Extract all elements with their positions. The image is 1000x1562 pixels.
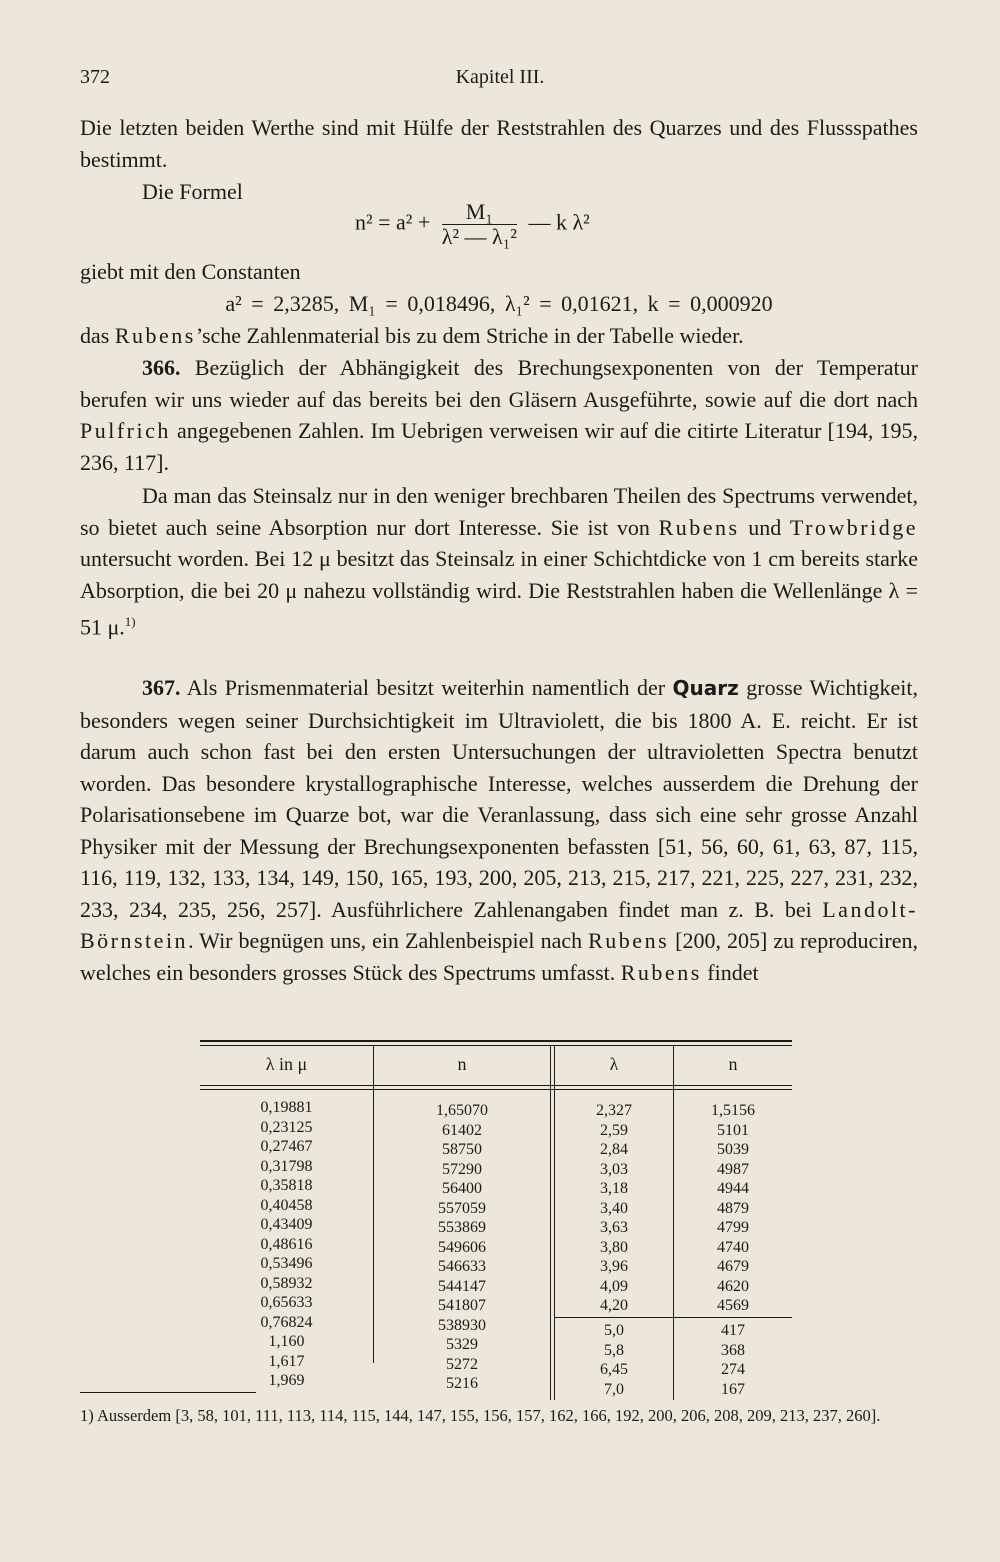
- table-header-rule: [200, 1085, 792, 1086]
- table-column-wavelength-ir: [555, 1101, 673, 1316]
- formula-rhs: — k λ²: [528, 209, 590, 235]
- table-cell: 167: [721, 1380, 745, 1398]
- table-cell: 5216: [446, 1375, 478, 1392]
- table-cell: 4569: [717, 1297, 749, 1314]
- section-367-text-d: [200, 205] zu reproduciren, welches ein besonders grosses Stück des Spectrums umfasst.: [80, 928, 918, 985]
- table-cell: 274: [721, 1361, 745, 1378]
- table-cell: 3,63: [600, 1219, 628, 1236]
- section-367-text-e: findet: [701, 959, 759, 985]
- steinsalz-text-c: untersucht worden. Bei 12 μ besitzt das Steinsalz in einer Schichtdicke von 1 cm bereits starke Absorption, die bei 20 μ nahezu vollständig wird. Die Reststrahlen haben die Wellenlänge λ = 51 μ.: [80, 546, 918, 640]
- table-top-rule: [200, 1040, 792, 1042]
- table-cell: 5,8: [604, 1341, 624, 1359]
- table-cell: 7,0: [604, 1380, 624, 1398]
- table-cell: 3,03: [600, 1160, 628, 1178]
- footnote-rule: [80, 1392, 256, 1393]
- author-name: Pulfrich: [80, 418, 171, 443]
- constants-intro: giebt mit den Constanten: [80, 259, 301, 284]
- table-cell: 2,327: [596, 1102, 632, 1119]
- table-cell: 57290: [442, 1160, 482, 1178]
- table-cell: 6,45: [600, 1361, 628, 1378]
- author-name: Trowbridge: [789, 514, 918, 540]
- table-cell: 5272: [446, 1355, 478, 1373]
- quarz-term: Quarz: [672, 676, 739, 700]
- table-cell: 2,59: [600, 1121, 628, 1139]
- table-cell: 2,84: [600, 1141, 628, 1158]
- section-366: [80, 352, 918, 478]
- author-name: Rubens: [114, 323, 196, 348]
- quartz-refraction-table: [200, 1040, 792, 1400]
- table-header-n: n: [728, 1054, 738, 1074]
- table-header-n: n: [457, 1054, 467, 1074]
- table-cell: 0,40458: [260, 1196, 313, 1214]
- table-cell: 1,5156: [711, 1102, 755, 1119]
- formula-intro: Die Formel: [142, 179, 243, 204]
- table-cell: 5101: [717, 1121, 749, 1139]
- author-name: Rubens: [658, 514, 740, 540]
- formula-lhs: n² = a² +: [355, 209, 431, 235]
- page-header: [80, 66, 920, 96]
- table-stroke-line: [555, 1317, 792, 1318]
- table-cell: 3,40: [600, 1199, 628, 1217]
- constants-conclusion-pre: das: [80, 323, 115, 348]
- steinsalz-text-b: und: [739, 514, 790, 540]
- table-cell: 0,48616: [260, 1235, 313, 1253]
- section-367: [80, 672, 918, 988]
- table-column-wavelength: [200, 1098, 373, 1391]
- table-cell: 4,20: [600, 1297, 628, 1314]
- table-cell: 0,53496: [260, 1255, 313, 1272]
- steinsalz-text-a: Da man das Steinsalz nur in den weniger brechbaren Theilen des Spectrums verwendet, so bietet auch seine Absorption nur dort Interesse. Sie ist von: [80, 483, 918, 540]
- table-header-lambda-mu: λ in μ: [265, 1054, 308, 1074]
- table-cell: 0,27467: [260, 1138, 313, 1155]
- formula-denominator: λ² — λ₁²: [441, 224, 517, 249]
- running-title: Kapitel III.: [455, 66, 545, 88]
- section-number: 366.: [142, 355, 181, 380]
- section-number: 367.: [142, 675, 181, 700]
- table-cell: 5039: [717, 1141, 749, 1158]
- section-366-text-a: Bezüglich der Abhängigkeit des Brechungsexponenten von der Temperatur berufen wir uns wieder auf das bereits bei den Gläsern Ausgeführte, sowie auf die dort nach: [80, 355, 918, 412]
- table-cell: 1,969: [268, 1372, 305, 1389]
- table-column-index-reststrahlen: [674, 1321, 792, 1399]
- section-367-text-a: Als Prismenmaterial besitzt weiterhin namentlich der: [180, 675, 673, 700]
- formula-fraction: [442, 200, 517, 249]
- table-cell: 553869: [438, 1219, 486, 1236]
- table-column-divider-double: [550, 1045, 551, 1400]
- section-367-text-c: . Wir begnügen uns, ein Zahlenbeispiel nach: [188, 928, 589, 953]
- table-cell: 1,160: [268, 1333, 305, 1350]
- page-number: 372: [80, 66, 110, 88]
- table-cell: 0,23125: [260, 1118, 313, 1136]
- table-column-index: [374, 1101, 550, 1394]
- author-name: Rubens: [620, 959, 702, 985]
- table-cell: 61402: [442, 1121, 482, 1139]
- table-column-index-ir: [674, 1101, 792, 1316]
- footnote: 1) Ausserdem [3, 58, 101, 111, 113, 114, 115, 144, 147, 155, 156, 157, 162, 166, 192, 200, 206, 208, 209, 213, 237, 260].: [80, 1406, 881, 1425]
- table-cell: 5,0: [604, 1322, 624, 1339]
- table-cell: 4987: [717, 1160, 749, 1178]
- table-cell: 538930: [438, 1316, 486, 1334]
- footnote-marker: 1): [124, 614, 136, 629]
- table-cell: 0,35818: [260, 1177, 313, 1194]
- section-367-text-b: grosse Wichtigkeit, besonders wegen seiner Durchsichtigkeit im Ultraviolett, die bis 1800 A. E. reicht. Er ist darum auch schon fast bei den ersten Untersuchungen der ultravioletten Spectra benutzt worden. Das besondere krystallographische Interesse, welches ausserdem die Drehung der Polarisationsebene im Quarze bot, war die Veranlassung, dass sich eine sehr grosse Anzahl Physiker mit der Messung der Brechungsexponenten befassten [51, 56, 60, 61, 63, 87, 115, 116, 119, 132, 133, 134, 149, 150, 165, 193, 200, 205, 213, 215, 217, 221, 225, 227, 231, 232, 233, 234, 235, 256, 257]. Ausführlichere Zahlenangaben findet man z. B. bei: [80, 675, 918, 922]
- constants-conclusion-post: ’sche Zahlenmaterial bis zu dem Striche in der Tabelle wieder.: [195, 323, 744, 348]
- table-cell: 4740: [717, 1238, 749, 1256]
- table-cell: 1,65070: [436, 1102, 488, 1119]
- table-cell: 0,65633: [260, 1294, 313, 1311]
- table-header-lambda: λ: [609, 1054, 619, 1074]
- author-name: Rubens: [588, 928, 670, 953]
- table-cell: 546633: [438, 1258, 486, 1275]
- author-name: Landolt-Börnstein: [80, 896, 918, 953]
- table-cell: 1,617: [268, 1352, 305, 1370]
- table-cell: 4,09: [600, 1277, 628, 1295]
- paragraph-steinsalz: [80, 480, 918, 643]
- formula-numerator: M₁: [442, 200, 517, 225]
- constants-line: a² = 2,3285, M₁ = 0,018496, λ₁² = 0,01621, k = 0,000920: [225, 291, 773, 316]
- table-cell: 0,31798: [260, 1157, 313, 1175]
- table-cell: 3,96: [600, 1258, 628, 1275]
- table-cell: 4799: [717, 1219, 749, 1236]
- table-cell: 4679: [717, 1258, 749, 1275]
- dispersion-formula: [355, 200, 590, 249]
- table-cell: 58750: [442, 1141, 482, 1158]
- table-cell: 417: [721, 1322, 745, 1339]
- table-cell: 544147: [438, 1277, 486, 1295]
- table-cell: 557059: [438, 1199, 486, 1217]
- table-cell: 0,76824: [260, 1313, 313, 1331]
- section-366-text-b: angegebenen Zahlen. Im Uebrigen verweisen wir auf die citirte Literatur [194, 195, 236, 117].: [80, 418, 918, 475]
- paragraph-reststrahlen: Die letzten beiden Werthe sind mit Hülfe der Reststrahlen des Quarzes und des Flussspathes bestimmt.: [80, 115, 918, 172]
- table-cell: 5329: [446, 1336, 478, 1353]
- table-cell: 4879: [717, 1199, 749, 1217]
- table-cell: 549606: [438, 1238, 486, 1256]
- table-cell: 4944: [717, 1180, 749, 1197]
- table-cell: 4620: [717, 1277, 749, 1295]
- table-cell: 0,58932: [260, 1274, 313, 1292]
- table-cell: 0,43409: [260, 1216, 313, 1233]
- table-cell: 56400: [442, 1180, 482, 1197]
- table-cell: 3,18: [600, 1180, 628, 1197]
- table-header-rule-thin: [200, 1089, 792, 1090]
- table-column-wavelength-reststrahlen: [555, 1321, 673, 1399]
- table-cell: 368: [721, 1341, 745, 1359]
- table-cell: 0,19881: [260, 1099, 313, 1116]
- constants-conclusion: [80, 320, 918, 352]
- table-cell: 3,80: [600, 1238, 628, 1256]
- table-cell: 541807: [438, 1297, 486, 1314]
- table-top-rule-thin: [200, 1045, 792, 1046]
